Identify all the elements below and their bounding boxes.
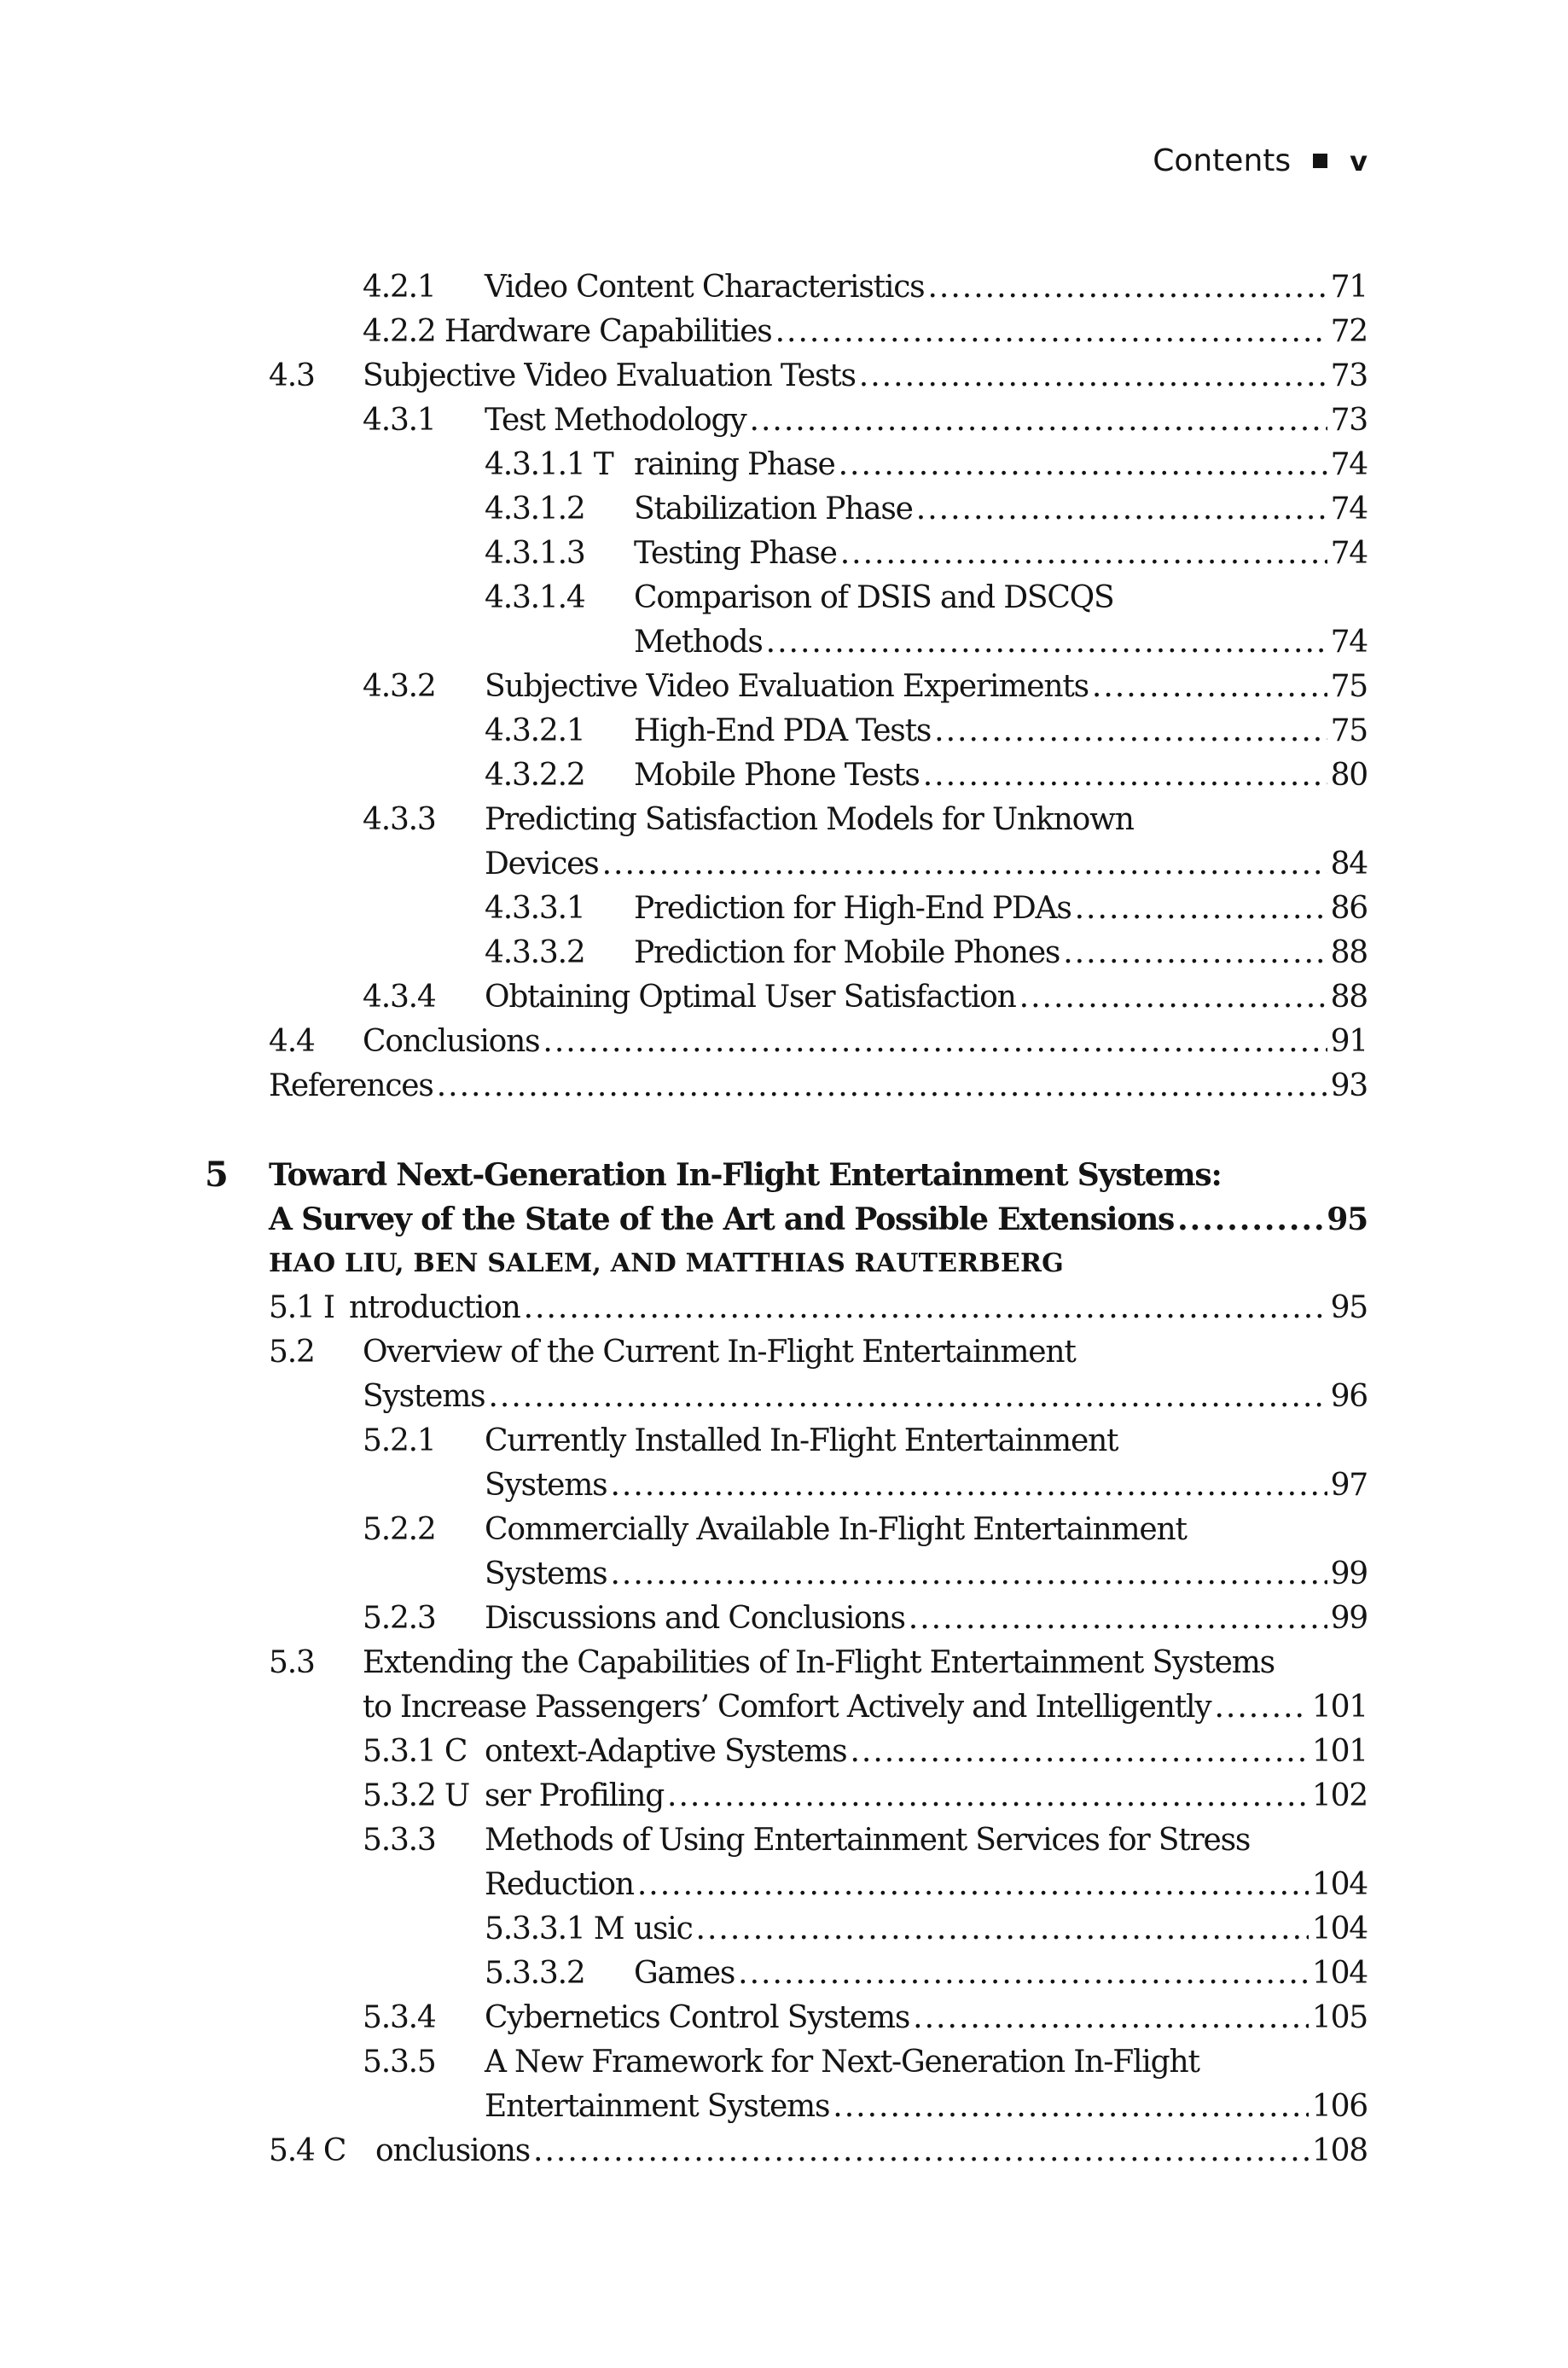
toc-entry[interactable] <box>363 1997 1368 2039</box>
toc-page: 80 <box>1330 758 1368 793</box>
toc-title: Discussions and Conclusions <box>485 1601 905 1636</box>
dot-leader <box>850 1731 1308 1773</box>
toc-title: Currently Installed In-Flight Entertainment <box>485 1423 1118 1458</box>
toc-title-continued: Reduction <box>485 1867 634 1902</box>
toc-page: 86 <box>1330 891 1368 926</box>
toc-entry[interactable] <box>363 266 1368 309</box>
toc-entry[interactable] <box>269 1021 1368 1063</box>
toc-page: 88 <box>1330 935 1368 970</box>
toc-entry[interactable] <box>485 488 1368 531</box>
dot-leader <box>1214 1686 1308 1729</box>
dot-leader <box>1177 1198 1323 1241</box>
toc-entry[interactable] <box>363 976 1368 1019</box>
chapter-title-line-2[interactable] <box>269 1198 1368 1241</box>
toc-entry[interactable] <box>485 1908 1368 1951</box>
toc-entry-continuation[interactable] <box>485 843 1368 886</box>
toc-page: 104 <box>1311 1911 1368 1946</box>
toc-number: 5.3.3.1 M <box>485 1911 624 1946</box>
toc-title: Commercially Available In-Flight Entertainment <box>485 1512 1187 1547</box>
dot-leader <box>775 311 1327 353</box>
toc-entry-first-line[interactable] <box>269 1642 1275 1684</box>
toc-title: Games <box>634 1956 735 1991</box>
toc-page: 93 <box>1330 1068 1368 1103</box>
toc-entry[interactable] <box>363 311 1368 353</box>
toc-title: Prediction for Mobile Phones <box>634 935 1060 970</box>
toc-entry-first-line[interactable] <box>269 1331 1076 1374</box>
toc-entry-first-line[interactable] <box>485 577 1113 620</box>
toc-page: 72 <box>1330 314 1368 349</box>
dot-leader <box>934 710 1327 753</box>
dot-leader <box>916 488 1327 531</box>
running-head-label: Contents <box>1153 143 1292 178</box>
toc-number: 4.4 <box>269 1024 315 1059</box>
toc-page: 97 <box>1330 1468 1368 1503</box>
toc-number: 4.3.1 <box>363 403 436 438</box>
toc-number: 5.2 <box>269 1335 315 1370</box>
toc-page: 71 <box>1330 270 1368 305</box>
toc-number: 4.3.1.4 <box>485 580 585 615</box>
dot-leader <box>839 444 1327 486</box>
toc-entry-continuation[interactable] <box>634 621 1368 664</box>
toc-page: 95 <box>1330 1290 1368 1325</box>
toc-title: Stabilization Phase <box>634 492 913 527</box>
toc-entry-continuation[interactable] <box>363 1686 1368 1729</box>
toc-page: 104 <box>1311 1956 1368 1991</box>
toc-number: 4.3.3.2 <box>485 935 585 970</box>
chapter-title: A Survey of the State of the Art and Possible Extensions <box>269 1201 1175 1237</box>
dot-leader <box>913 1997 1309 2039</box>
dot-leader <box>840 532 1327 575</box>
toc-entry-continuation[interactable] <box>485 2086 1368 2128</box>
toc-page: 96 <box>1330 1379 1368 1414</box>
toc-entry[interactable] <box>485 1952 1368 1995</box>
toc-entry-continuation[interactable] <box>485 1464 1368 1507</box>
dot-leader <box>750 399 1327 442</box>
toc-entry[interactable] <box>363 1597 1368 1640</box>
toc-entry[interactable] <box>485 444 1368 486</box>
dot-leader <box>610 1553 1327 1596</box>
toc-page: 73 <box>1330 358 1368 393</box>
toc-title: onclusions <box>375 2133 531 2168</box>
toc-number: 5.3.3 <box>363 1823 436 1858</box>
toc-number: 4.2.1 <box>363 270 436 305</box>
toc-number: 4.3.3 <box>363 802 436 837</box>
toc-number: 5.3.3.2 <box>485 1956 585 1991</box>
toc-entry-continuation[interactable] <box>363 1376 1368 1418</box>
toc-title-continued: to Increase Passengers’ Comfort Actively and Intelligently <box>363 1690 1211 1725</box>
toc-page: 74 <box>1330 625 1368 660</box>
toc-number: 4.3.3.1 <box>485 891 585 926</box>
toc-page: 106 <box>1311 2089 1368 2124</box>
dot-leader <box>1063 932 1327 975</box>
toc-title: High-End PDA Tests <box>634 713 932 748</box>
dot-leader <box>437 1065 1327 1108</box>
toc-title-continued: Systems <box>363 1379 485 1414</box>
toc-page: 99 <box>1330 1601 1368 1636</box>
toc-page: 102 <box>1311 1778 1368 1813</box>
toc-entry-continuation[interactable] <box>485 1553 1368 1596</box>
toc-page: 75 <box>1330 669 1368 704</box>
toc-page: 74 <box>1330 492 1368 527</box>
toc-page: 74 <box>1330 447 1368 482</box>
toc-entry[interactable] <box>485 710 1368 753</box>
toc-number: 4.3.1.1 T <box>485 447 613 482</box>
chapter-authors: HAO LIU, BEN SALEM, AND MATTHIAS RAUTERBERG <box>269 1248 1064 1278</box>
dot-leader <box>524 1287 1327 1329</box>
toc-number: 5.2.3 <box>363 1601 436 1636</box>
toc-number: 5.4 C <box>269 2133 346 2168</box>
toc-page: 91 <box>1330 1024 1368 1059</box>
toc-entry-first-line[interactable] <box>363 2041 1199 2084</box>
toc-title: ntroduction <box>349 1290 520 1325</box>
toc-page: 104 <box>1311 1867 1368 1902</box>
toc-title-continued: Systems <box>485 1468 607 1503</box>
toc-entry[interactable] <box>363 399 1368 442</box>
toc-title: Prediction for High-End PDAs <box>634 891 1071 926</box>
dot-leader <box>696 1908 1309 1951</box>
toc-page: 99 <box>1330 1556 1368 1591</box>
toc-number: 4.3.1.2 <box>485 492 585 527</box>
toc-title: Video Content Characteristics <box>485 270 925 305</box>
toc-title: ser Profiling <box>485 1778 665 1813</box>
toc-entry-first-line[interactable] <box>363 1420 1118 1463</box>
toc-title-continued: Systems <box>485 1556 607 1591</box>
toc-page: 84 <box>1330 847 1368 881</box>
toc-entry-first-line[interactable] <box>363 1509 1187 1551</box>
dot-leader <box>766 621 1327 664</box>
toc-page: 101 <box>1311 1734 1368 1769</box>
toc-number: 4.3 <box>269 358 315 393</box>
dot-leader <box>927 266 1327 309</box>
toc-page: 101 <box>1311 1690 1368 1725</box>
dot-leader <box>637 1864 1309 1906</box>
chapter-number: 5 <box>205 1155 229 1195</box>
toc-page: 74 <box>1330 536 1368 571</box>
toc-number: 5.3.5 <box>363 2045 436 2080</box>
toc-title: A New Framework for Next-Generation In-Flight <box>485 2045 1199 2080</box>
dot-leader <box>909 1597 1327 1640</box>
toc-title: Testing Phase <box>634 536 837 571</box>
toc-title: Predicting Satisfaction Models for Unknown <box>485 802 1134 837</box>
toc-number: 4.3.1.3 <box>485 536 585 571</box>
dot-leader <box>923 754 1327 797</box>
toc-number: 4.3.2 <box>363 669 436 704</box>
toc-title: Cybernetics Control Systems <box>485 2000 910 2035</box>
dot-leader <box>833 2086 1309 2128</box>
dot-leader <box>610 1464 1327 1507</box>
toc-number: 5.3.1 C <box>363 1734 467 1769</box>
toc-page: 108 <box>1311 2133 1368 2168</box>
toc-entry[interactable] <box>363 1775 1368 1818</box>
toc-title: Test Methodology <box>485 403 746 438</box>
dot-leader <box>667 1775 1309 1818</box>
toc-title: usic <box>634 1911 693 1946</box>
toc-number: 5.3.2 U <box>363 1778 469 1813</box>
toc-title: Mobile Phone Tests <box>634 758 920 793</box>
toc-number: 4.3.2.1 <box>485 713 585 748</box>
toc-title-continued: Methods <box>634 625 763 660</box>
toc-number: 5.3.4 <box>363 2000 436 2035</box>
toc-entry[interactable] <box>269 2130 1368 2173</box>
chapter-page: 95 <box>1327 1201 1368 1237</box>
toc-entry[interactable] <box>363 1731 1368 1773</box>
dot-leader <box>1075 887 1327 930</box>
toc-page: 105 <box>1311 2000 1368 2035</box>
toc-entry-continuation[interactable] <box>485 1864 1368 1906</box>
dot-leader <box>1092 666 1327 708</box>
toc-title: Methods of Using Entertainment Services for Stress <box>485 1823 1251 1858</box>
toc-number: 4.3.2.2 <box>485 758 585 793</box>
toc-number: 4.2.2 Ha <box>363 314 488 349</box>
toc-number: 5.1 I <box>269 1290 334 1325</box>
toc-title: rdware Capabilities <box>485 314 772 349</box>
toc-title: References <box>269 1068 433 1103</box>
toc-entry-first-line[interactable] <box>363 799 1134 841</box>
toc-page: 75 <box>1330 713 1368 748</box>
toc-title: Comparison of DSIS and DSCQS <box>634 580 1114 615</box>
toc-number: 4.3.4 <box>363 980 436 1015</box>
toc-entry[interactable] <box>485 932 1368 975</box>
toc-entry[interactable] <box>485 887 1368 930</box>
toc-title: Subjective Video Evaluation Experiments <box>485 669 1089 704</box>
dot-leader <box>488 1376 1327 1418</box>
dot-leader <box>602 843 1327 886</box>
toc-title: Extending the Capabilities of In-Flight Entertainment Systems <box>363 1645 1275 1680</box>
toc-number: 5.2.1 <box>363 1423 436 1458</box>
square-bullet-icon <box>1313 154 1327 168</box>
toc-title-continued: Devices <box>485 847 599 881</box>
dot-leader <box>1019 976 1327 1019</box>
running-head <box>1153 143 1368 178</box>
toc-entry[interactable] <box>363 666 1368 708</box>
chapter-title-line-1[interactable]: Toward Next-Generation In-Flight Entertainment Systems: <box>269 1157 1222 1193</box>
dot-leader <box>859 355 1327 398</box>
toc-title: Obtaining Optimal User Satisfaction <box>485 980 1016 1015</box>
toc-title: Subjective Video Evaluation Tests <box>363 358 856 393</box>
toc-entry[interactable] <box>485 532 1368 575</box>
toc-entry-references[interactable] <box>269 1065 1368 1108</box>
toc-entry[interactable] <box>269 1287 1368 1329</box>
toc-title: ontext-Adaptive Systems <box>485 1734 847 1769</box>
dot-leader <box>543 1021 1327 1063</box>
dot-leader <box>738 1952 1309 1995</box>
toc-number: 5.2.2 <box>363 1512 436 1547</box>
toc-title-continued: Entertainment Systems <box>485 2089 830 2124</box>
dot-leader <box>533 2130 1309 2173</box>
toc-title: Overview of the Current In-Flight Entertainment <box>363 1335 1076 1370</box>
page-number: v <box>1350 144 1368 177</box>
toc-entry[interactable] <box>269 355 1368 398</box>
toc-entry[interactable] <box>485 754 1368 797</box>
toc-title: Conclusions <box>363 1024 540 1059</box>
toc-page: 88 <box>1330 980 1368 1015</box>
toc-title: raining Phase <box>634 447 835 482</box>
toc-number: 5.3 <box>269 1645 315 1680</box>
toc-entry-first-line[interactable] <box>363 1819 1250 1862</box>
toc-page: 73 <box>1330 403 1368 438</box>
